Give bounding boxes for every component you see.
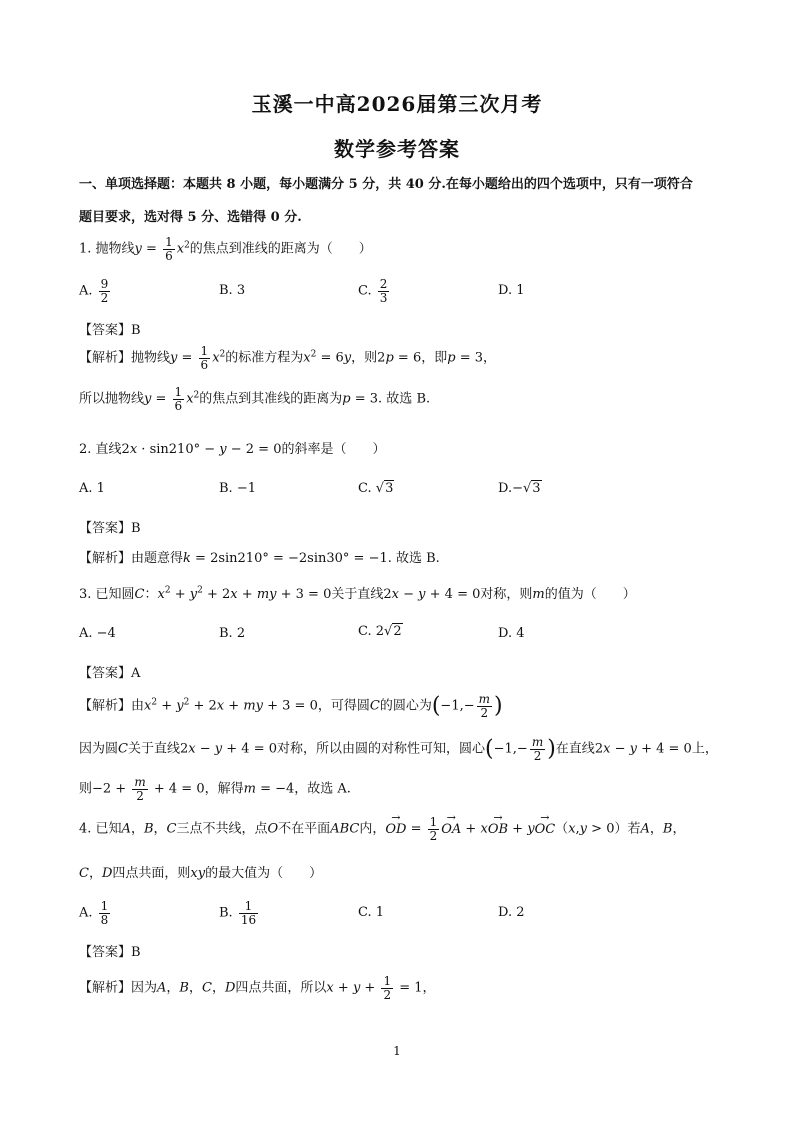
section-heading-line1: 一、单项选择题：本题共 8 小题，每小题满分 5 分，共 40 分.在每小题给出的四个选项中，只有一项符合	[79, 177, 693, 192]
q3-option-a: A. −4	[79, 626, 116, 641]
q1-option-a: A. $\frac{9}{2}$	[79, 277, 109, 305]
q3-option-b: B. 2	[219, 626, 246, 641]
q4-option-d: D. 2	[498, 905, 525, 920]
q2-option-c: C. √3	[358, 481, 394, 496]
q3-explanation-2: 因为圆C关于直线2x − y + 4 = 0对称，所以由圆的对称性可知，圆心(−1,− $\frac{m}{2}$ )在直线2x − y + 4 = 0上，	[79, 735, 718, 763]
page-title: 玉溪一中高2026届第三次月考	[251, 92, 543, 116]
q4-explanation: 【解析】因为A，B，C，D四点共面，所以x + y + $\frac{1}{2}$ = 1，	[79, 974, 436, 1002]
q2-option-b: B. −1	[219, 481, 256, 496]
q1-explanation-1: 【解析】抛物线y = $\frac{1}{6}$ $x^2$的标准方程为$x^2 = 6y$，则2p = 6，即p = 3，	[79, 344, 496, 372]
q1-option-b: B. 3	[219, 283, 246, 298]
q2-option-d: D.−√3	[498, 481, 541, 496]
q1-option-c: C. $\frac{2}{3}$	[358, 277, 388, 305]
question-1: 1. 抛物线y = $\frac{1}{6}$ $x^2$的焦点到准线的距离为（ ）	[79, 235, 372, 263]
q4-option-a: A. $\frac{1}{8}$	[79, 899, 109, 927]
q2-explanation: 【解析】由题意得k = 2sin210° = −2sin30° = −1. 故选 B.	[79, 551, 440, 566]
q3-option-d: D. 4	[498, 626, 525, 641]
section-heading-line2: 题目要求，选对得 5 分、选错得 0 分.	[79, 210, 302, 225]
q1-explanation-2: 所以抛物线y = $\frac{1}{6}$ $x^2$的焦点到其准线的距离为p = 3. 故选 B.	[79, 385, 431, 413]
question-4-line2: C，D四点共面，则xy的最大值为（ ）	[79, 866, 323, 881]
page-number: 1	[393, 1044, 401, 1058]
question-3: 3. 已知圆C：$x^2 + y^2 + 2x$ + my + 3 = 0关于直线2x − y + 4 = 0对称，则m的值为（ ）	[79, 585, 636, 602]
q3-explanation-1: 【解析】由$x^2 + y^2 + 2x$ + my + 3 = 0，可得圆C的圆心为(−1,− $\frac{m}{2}$ )	[79, 692, 503, 720]
q3-option-c: C. 2√2	[358, 624, 402, 639]
question-4-line1: 4. 已知A，B，C三点不共线，点O不在平面ABC内，→ OD = $\frac{1}{2}$ → OA + x→ OB + y→ OC（x,y > 0）若A，B，	[79, 816, 729, 842]
q4-option-c: C. 1	[358, 905, 385, 920]
q3-answer: 【答案】A	[79, 666, 141, 681]
q1-option-d: D. 1	[498, 283, 525, 298]
page-subtitle: 数学参考答案	[334, 137, 460, 161]
q2-answer: 【答案】B	[79, 521, 141, 536]
q2-option-a: A. 1	[79, 481, 105, 496]
q3-explanation-3: 则−2 + $\frac{m}{2}$ + 4 = 0，解得m = −4，故选 A.	[79, 775, 351, 803]
question-2: 2. 直线2x · sin210° − y − 2 = 0的斜率是（ ）	[79, 442, 386, 457]
q1-answer: 【答案】B	[79, 323, 141, 338]
q4-answer: 【答案】B	[79, 945, 141, 960]
q4-option-b: B. $\frac{1}{16}$	[219, 899, 257, 927]
